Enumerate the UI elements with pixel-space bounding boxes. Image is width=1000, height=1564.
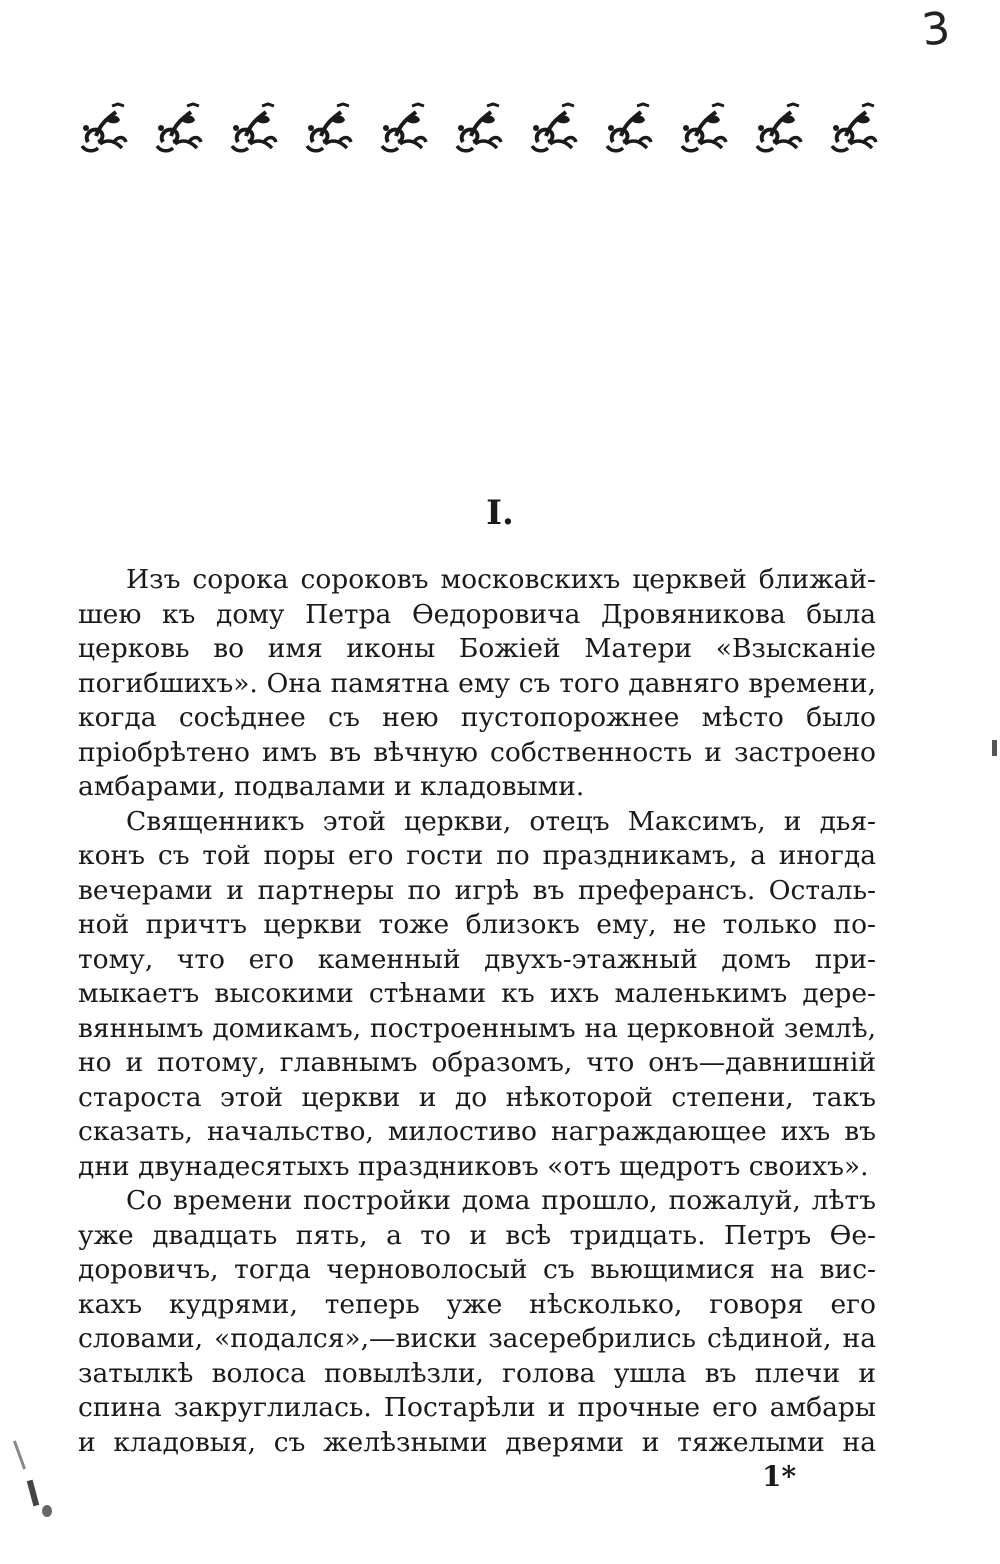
text-line: мыкаетъ высокими стѣнами къ ихъ маленькимъ дере- [78, 978, 876, 1009]
text-line: пріобрѣтено имъ въ вѣчную собственность и застроено [78, 736, 876, 768]
text-line: вяннымъ домикамъ, построеннымъ на церковной землѣ, [78, 1012, 876, 1044]
text-line: кахъ кудрями, теперь уже нѣсколько, говоря его [78, 1288, 876, 1320]
floral-ornament-icon [374, 98, 434, 158]
text-line: словами, «подался»,—виски засеребрились сѣдиной, на [78, 1323, 876, 1354]
handwritten-page-number: 3 [919, 2, 953, 57]
text-line: и кладовыя, съ желѣзными дверями и тяжелыми на [78, 1426, 876, 1458]
text-line: конъ съ той поры его гости по праздникамъ, а иногда [78, 840, 876, 871]
text-line: уже двадцать пять, а то и всѣ тридцать. Петръ Өе- [78, 1219, 876, 1251]
text-line: амбарами, подвалами и кладовыми. [78, 771, 585, 802]
text-line: Священникъ этой церкви, отецъ Максимъ, и дья- [126, 805, 876, 837]
chapter-numeral: I. [486, 493, 514, 533]
text-line: доровичъ, тогда черноволосый съ вьющимися на вис- [78, 1254, 876, 1285]
floral-ornament-icon [224, 98, 284, 158]
body-text [78, 563, 876, 1460]
floral-ornament-icon [299, 98, 359, 158]
text-line: затылкѣ волоса повылѣзли, голова ушла въ плечи и [78, 1357, 876, 1389]
floral-ornament-icon [599, 98, 659, 158]
floral-ornament-icon [74, 98, 134, 158]
floral-ornament-icon [674, 98, 734, 158]
text-line: церковь во имя иконы Божіей Матери «Взысканіе [78, 633, 876, 664]
floral-ornament-icon [824, 98, 884, 158]
text-line: Со времени постройки дома прошло, пожалуй, лѣтъ [126, 1185, 876, 1216]
text-line: но и потому, главнымъ образомъ, что онъ—давнишній [78, 1047, 876, 1078]
text-line: спина закруглилась. Постарѣли и прочные его амбары [78, 1392, 876, 1423]
floral-ornament-icon [149, 98, 209, 158]
margin-speck [992, 740, 997, 756]
text-line: староста этой церкви и до нѣкоторой степени, такъ [78, 1081, 876, 1113]
margin-speck [42, 1505, 52, 1517]
floral-ornament-icon [449, 98, 509, 158]
text-line: дни двунадесятыхъ праздниковъ «отъ щедротъ своихъ». [78, 1150, 869, 1182]
text-line: вечерами и партнеры по игрѣ въ преферансъ. Осталь- [78, 874, 876, 906]
floral-ornament-icon [749, 98, 809, 158]
text-line: Изъ сорока сороковъ московскихъ церквей ближай- [126, 564, 876, 595]
text-line: когда сосѣднее съ нею пустопорожнее мѣсто было [78, 702, 876, 733]
text-line: погибшихъ». Она памятна ему съ того давняго времени, [78, 667, 876, 699]
text-line: ной причтъ церкви тоже близокъ ему, не только по- [78, 909, 876, 940]
text-line: сказать, начальство, милостиво награждающее ихъ въ [78, 1116, 876, 1147]
printer-signature-mark: 1* [762, 1460, 797, 1493]
text-line: тому, что его каменный двухъ-этажный домъ при- [78, 943, 876, 975]
floral-ornament-icon [524, 98, 584, 158]
ornament-border [74, 96, 884, 160]
text-line: шею къ дому Петра Өедоровича Дровяникова была [78, 598, 876, 630]
margin-speck [13, 1440, 26, 1469]
margin-speck [27, 1480, 40, 1507]
